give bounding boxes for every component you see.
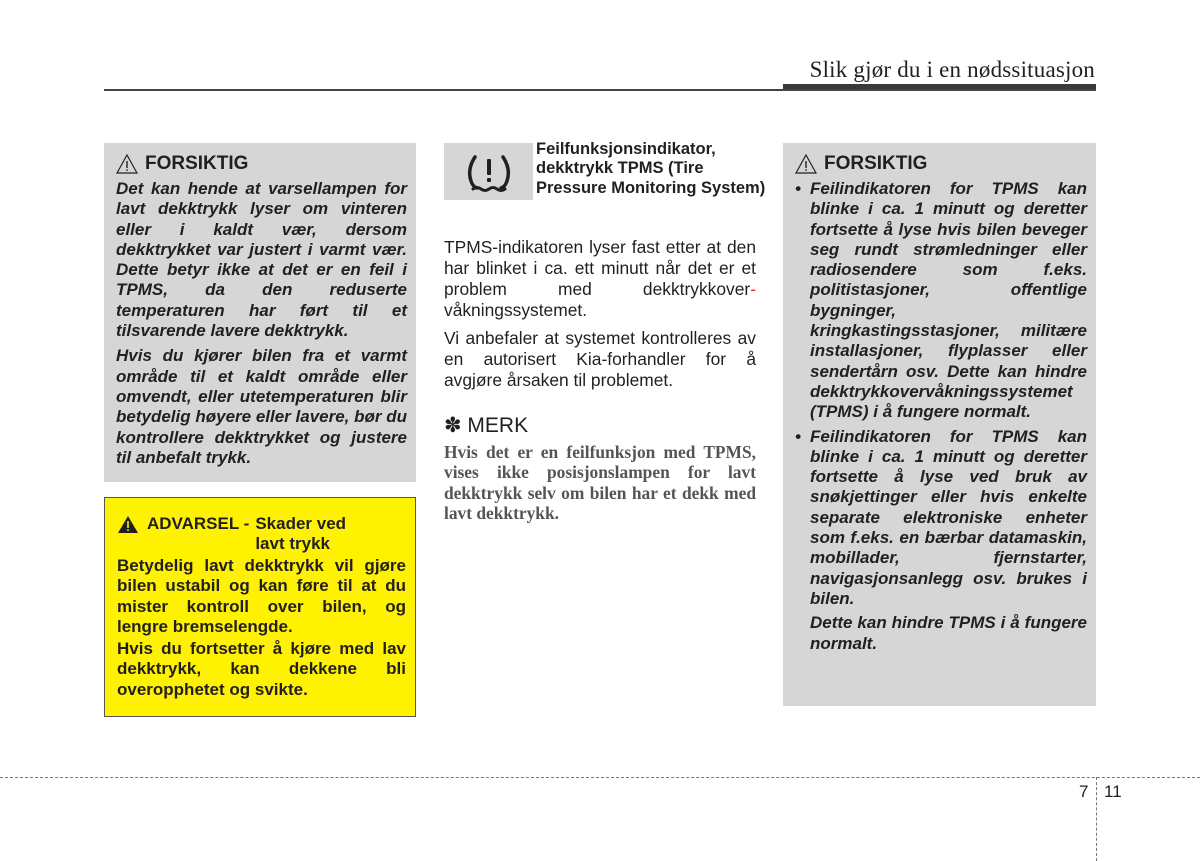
body-paragraph	[444, 237, 756, 321]
caution-paragraph: Det kan hende at varsellampen for lavt dekktrykk lyser om vinteren eller i kaldt vær, dersom dekktrykket var justert i varmt vær. Dette betyr ikke at det er en feil i TPMS, da den reduserte temperaturen har ført til et tilsvarende lavere dekktrykk.	[116, 179, 407, 341]
warning-paragraph: Betydelig lavt dekktrykk vil gjøre bilen ustabil og kan føre til at du mister kontroll over bilen, og lengre bremselengde.	[117, 556, 406, 636]
caution-title-left	[116, 153, 407, 175]
footer-dashed-line	[0, 777, 1200, 778]
caution-title-right	[795, 153, 1087, 175]
bullet: •	[795, 426, 801, 446]
list-item	[795, 179, 1087, 423]
tpms-indicator-symbol-box	[444, 143, 533, 200]
body-text-span: våkningssystemet.	[444, 300, 588, 320]
warning-subject: Skader ved lavt trykk	[255, 514, 347, 553]
footer-divider	[1096, 777, 1097, 861]
bullet: •	[795, 179, 801, 198]
body-text-span: TPMS-indikatoren lyser fast etter at den har blinket i ca. ett minutt når det er et problem med dekktrykkover	[444, 237, 756, 299]
warning-filled-triangle-icon	[117, 515, 139, 534]
body-text	[444, 237, 756, 398]
warning-box	[104, 497, 416, 717]
body-paragraph: Vi anbefaler at systemet kontrolleres av en autorisert Kia-forhandler for å avgjøre årsaken til problemet.	[444, 328, 756, 390]
tpms-warning-icon	[463, 151, 515, 193]
page-header-title: Slik gjør du i en nødssituasjon	[809, 57, 1095, 82]
warning-title	[117, 514, 406, 554]
caution-label: FORSIKTIG	[145, 153, 249, 174]
caution-bullet-list	[795, 179, 1087, 609]
note-section	[444, 413, 756, 523]
caution-closing-text: Dette kan hindre TPMS i å fungere normalt.	[810, 613, 1087, 653]
caution-paragraph: Hvis du kjører bilen fra et varmt område til et kaldt område eller omvendt, eller utetemperaturen blir betydelig høyere eller lavere, bør du kontrollere dekktrykket og justere til anbefalt trykk.	[116, 346, 407, 467]
page-number: 11	[1104, 782, 1122, 801]
note-title: ✽ MERK	[444, 414, 529, 437]
warning-triangle-icon	[795, 154, 817, 174]
hyphen: -	[750, 279, 756, 299]
bullet-text: Feilindikatoren for TPMS kan blinke i ca. 1 minutt og deretter fortsette å lyse hvis bilen beveger seg rundt strømledninger eller radiosendere som f.eks. politistasjoner, offentlige bygninger, kringkastingsstasjoner, militære installasjoner, flyplasser eller sendertårn osv. Dette kan hindre dekktrykkovervåkningssystemet (TPMS) i å fungere normalt.	[810, 179, 1087, 422]
caution-box-right	[783, 143, 1096, 706]
warning-label: ADVARSEL -	[147, 514, 250, 533]
caution-box-left	[104, 143, 416, 482]
note-text: Hvis det er en feilfunksjon med TPMS, vises ikke posisjonslampen for lavt dekktrykk selv om bilen har et dekk med lavt dekktrykk.	[444, 442, 756, 523]
warning-paragraph: Hvis du fortsetter å kjøre med lav dekktrykk, kan dekkene bli overopphetet og svikte.	[117, 639, 406, 699]
header-rule	[104, 89, 1096, 91]
indicator-title: Feilfunksjonsindikator, dekktrykk TPMS (Tire Pressure Monitoring System)	[536, 140, 766, 197]
bullet-text: Feilindikatoren for TPMS kan blinke i ca. 1 minutt og deretter fortsette å lyse ved bruk av snøkjettinger eller hvis enkelte separate elektroniske enheter som f.eks. en bærbar datamaskin, mobillader, fjernstarter, navigasjonsanlegg osv. brukes i bilen.	[810, 426, 1087, 608]
section-number: 7	[1079, 782, 1089, 801]
list-item	[795, 427, 1087, 610]
caution-label: FORSIKTIG	[824, 153, 928, 174]
warning-triangle-icon	[116, 154, 138, 174]
